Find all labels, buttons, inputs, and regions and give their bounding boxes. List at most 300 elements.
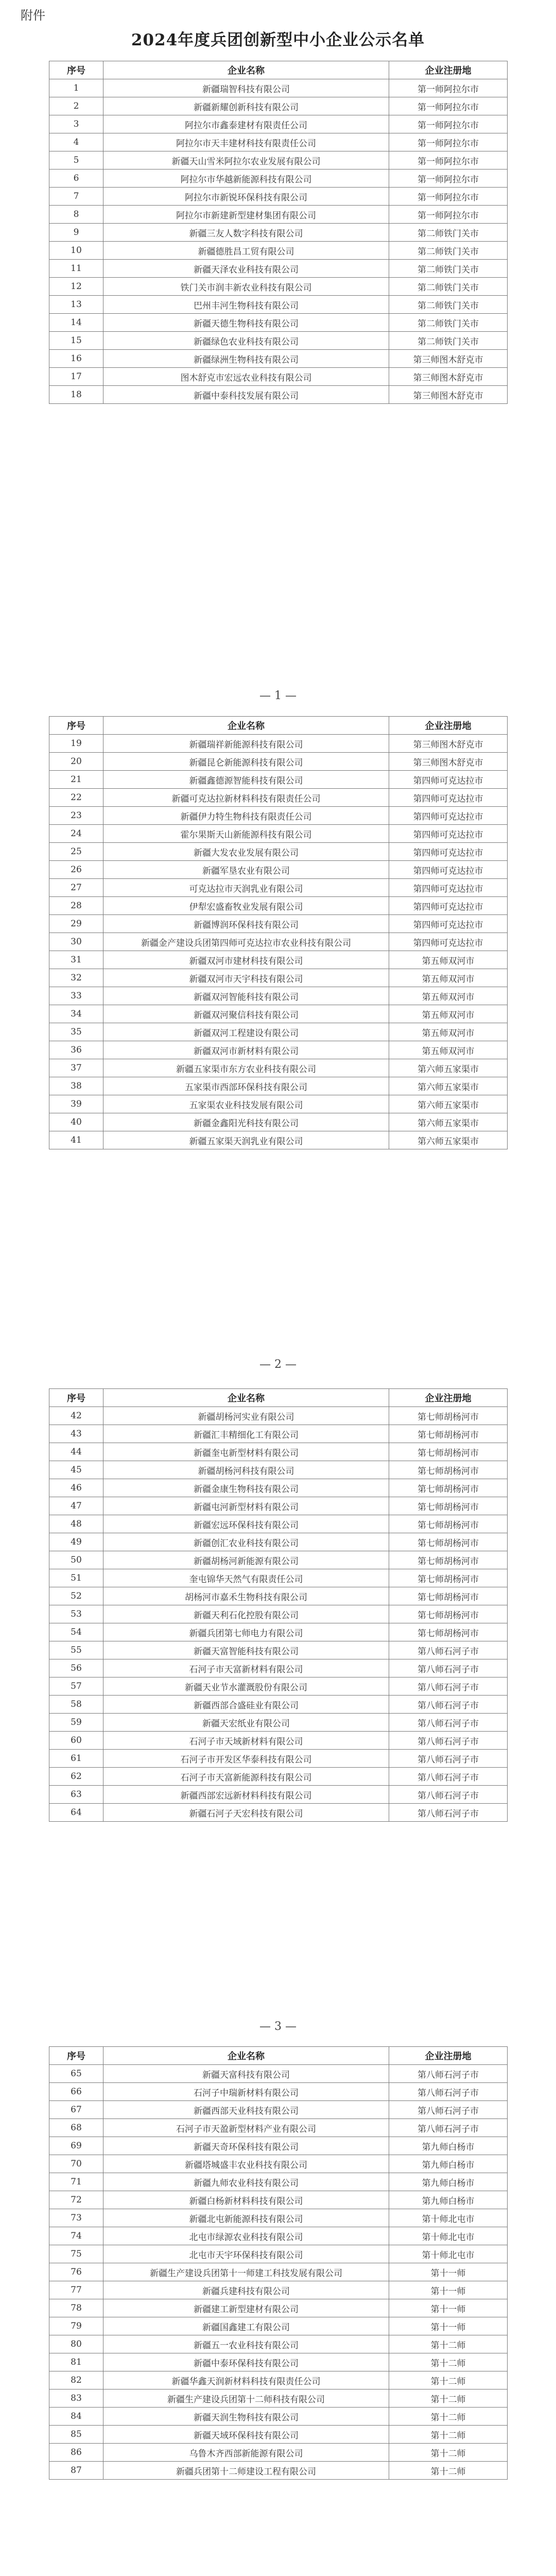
registration-place-cell: 第七师胡杨河市 <box>389 1479 508 1497</box>
serial-cell: 44 <box>49 1443 103 1461</box>
table-row <box>49 2426 508 2444</box>
table-row <box>49 2281 508 2299</box>
table-row <box>49 2389 508 2408</box>
company-name-cell: 新疆胡杨河新能源有限公司 <box>103 1551 389 1569</box>
company-name-cell: 新疆天利石化控股有限公司 <box>103 1605 389 1623</box>
serial-cell: 31 <box>49 951 103 969</box>
registration-place-cell: 第十一师 <box>389 2317 508 2335</box>
company-name-cell: 新疆屯河新型材料有限公司 <box>103 1497 389 1515</box>
registration-place-cell: 第七师胡杨河市 <box>389 1569 508 1587</box>
serial-cell: 83 <box>49 2389 103 2408</box>
serial-cell: 36 <box>49 1041 103 1059</box>
header-registration-place: 企业注册地 <box>389 61 508 79</box>
company-name-cell: 新疆奎屯新型材料有限公司 <box>103 1443 389 1461</box>
header-serial: 序号 <box>49 717 103 735</box>
registration-place-cell: 第五师双河市 <box>389 1023 508 1041</box>
table-row <box>49 807 508 825</box>
table-row <box>49 951 508 969</box>
company-name-cell: 新疆天业节水灌溉股份有限公司 <box>103 1677 389 1696</box>
registration-place-cell: 第十一师 <box>389 2281 508 2299</box>
table-row <box>49 296 508 314</box>
serial-cell: 76 <box>49 2263 103 2281</box>
table-row <box>49 2119 508 2137</box>
serial-cell: 3 <box>49 115 103 133</box>
table-row <box>49 1587 508 1605</box>
table-header-row <box>49 1389 508 1407</box>
company-name-cell: 新疆双河市天宇科技有限公司 <box>103 969 389 987</box>
company-name-cell: 五家渠农业科技发展有限公司 <box>103 1095 389 1113</box>
serial-cell: 28 <box>49 897 103 915</box>
serial-cell: 20 <box>49 753 103 771</box>
table-row <box>49 969 508 987</box>
serial-cell: 30 <box>49 933 103 951</box>
page-number: — 1 — <box>259 689 297 702</box>
company-name-cell: 新疆北屯新能源科技有限公司 <box>103 2209 389 2227</box>
company-name-cell: 新疆中泰科技发展有限公司 <box>103 386 389 404</box>
company-name-cell: 乌鲁木齐西部新能源有限公司 <box>103 2444 389 2462</box>
serial-cell: 41 <box>49 1131 103 1149</box>
registration-place-cell: 第十二师 <box>389 2353 508 2371</box>
table-row <box>49 1804 508 1822</box>
table-row <box>49 350 508 368</box>
table-row <box>49 771 508 789</box>
table-row <box>49 79 508 97</box>
table-row <box>49 1786 508 1804</box>
serial-cell: 12 <box>49 278 103 296</box>
registration-place-cell: 第七师胡杨河市 <box>389 1623 508 1641</box>
registration-place-cell: 第六师五家渠市 <box>389 1077 508 1095</box>
table-row <box>49 1023 508 1041</box>
table-row <box>49 2299 508 2317</box>
registration-place-cell: 第八师石河子市 <box>389 1732 508 1750</box>
serial-cell: 10 <box>49 242 103 260</box>
table-header-row <box>49 2047 508 2065</box>
serial-cell: 24 <box>49 825 103 843</box>
company-name-cell: 新疆金鑫阳光科技有限公司 <box>103 1113 389 1131</box>
table-row <box>49 897 508 915</box>
company-name-cell: 阿拉尔市鑫泰建材有限责任公司 <box>103 115 389 133</box>
company-name-cell: 新疆西部合盛硅业有限公司 <box>103 1696 389 1714</box>
table-row <box>49 2317 508 2335</box>
registration-place-cell: 第四师可克达拉市 <box>389 789 508 807</box>
registration-place-cell: 第四师可克达拉市 <box>389 897 508 915</box>
registration-place-cell: 第六师五家渠市 <box>389 1131 508 1149</box>
document-title: 2024年度兵团创新型中小企业公示名单 <box>131 31 425 49</box>
company-name-cell: 新疆鑫德源智能科技有限公司 <box>103 771 389 789</box>
table-row <box>49 2065 508 2083</box>
registration-place-cell: 第二师铁门关市 <box>389 278 508 296</box>
table-row <box>49 1623 508 1641</box>
page-number: — 3 — <box>259 2020 297 2033</box>
table-row <box>49 1551 508 1569</box>
registration-place-cell: 第七师胡杨河市 <box>389 1497 508 1515</box>
table-row <box>49 1750 508 1768</box>
table-row <box>49 933 508 951</box>
header-registration-place: 企业注册地 <box>389 2047 508 2065</box>
registration-place-cell: 第八师石河子市 <box>389 2101 508 2119</box>
table-row <box>49 1605 508 1623</box>
header-company-name: 企业名称 <box>103 2047 389 2065</box>
company-name-cell: 霍尔果斯天山新能源科技有限公司 <box>103 825 389 843</box>
company-name-cell: 伊犁宏盛畜牧业发展有限公司 <box>103 897 389 915</box>
registration-place-cell: 第八师石河子市 <box>389 2083 508 2101</box>
page-number: — 2 — <box>259 1358 297 1371</box>
company-name-cell: 巴州丰河生物科技有限公司 <box>103 296 389 314</box>
company-name-cell: 新疆兵建科技有限公司 <box>103 2281 389 2299</box>
registration-place-cell: 第一师阿拉尔市 <box>389 133 508 151</box>
serial-cell: 84 <box>49 2408 103 2426</box>
company-name-cell: 新疆双河市新材料有限公司 <box>103 1041 389 1059</box>
company-name-cell: 图木舒克市宏远农业科技有限公司 <box>103 368 389 386</box>
registration-place-cell: 第一师阿拉尔市 <box>389 79 508 97</box>
serial-cell: 78 <box>49 2299 103 2317</box>
serial-cell: 1 <box>49 79 103 97</box>
table-row <box>49 753 508 771</box>
registration-place-cell: 第八师石河子市 <box>389 2065 508 2083</box>
company-name-cell: 新疆西部宏远新材料科技有限公司 <box>103 1786 389 1804</box>
registration-place-cell: 第七师胡杨河市 <box>389 1515 508 1533</box>
table-row <box>49 1005 508 1023</box>
registration-place-cell: 第四师可克达拉市 <box>389 915 508 933</box>
header-company-name: 企业名称 <box>103 1389 389 1407</box>
registration-place-cell: 第二师铁门关市 <box>389 296 508 314</box>
serial-cell: 87 <box>49 2462 103 2480</box>
registration-place-cell: 第四师可克达拉市 <box>389 843 508 861</box>
table-row <box>49 2155 508 2173</box>
table-row <box>49 151 508 170</box>
company-name-cell: 新疆白杨新材料科技有限公司 <box>103 2191 389 2209</box>
registration-place-cell: 第十二师 <box>389 2389 508 2408</box>
company-name-cell: 新疆兵团第七师电力有限公司 <box>103 1623 389 1641</box>
table-header-row <box>49 717 508 735</box>
table-row <box>49 170 508 188</box>
company-name-cell: 新疆五家渠天润乳业有限公司 <box>103 1131 389 1149</box>
serial-cell: 70 <box>49 2155 103 2173</box>
registration-place-cell: 第三师图木舒克市 <box>389 753 508 771</box>
company-name-cell: 新疆军垦农业有限公司 <box>103 861 389 879</box>
table-row <box>49 2408 508 2426</box>
serial-cell: 75 <box>49 2245 103 2263</box>
table-row <box>49 1443 508 1461</box>
serial-cell: 43 <box>49 1425 103 1443</box>
serial-cell: 37 <box>49 1059 103 1077</box>
serial-cell: 49 <box>49 1533 103 1551</box>
registration-place-cell: 第八师石河子市 <box>389 1786 508 1804</box>
company-name-cell: 石河子市天富新能源科技有限公司 <box>103 1768 389 1786</box>
table-row <box>49 368 508 386</box>
company-name-cell: 新疆兵团第十二师建设工程有限公司 <box>103 2462 389 2480</box>
company-name-cell: 新疆瑞智科技有限公司 <box>103 79 389 97</box>
table-row <box>49 2083 508 2101</box>
serial-cell: 48 <box>49 1515 103 1533</box>
company-name-cell: 新疆天奇环保科技有限公司 <box>103 2137 389 2155</box>
company-name-cell: 新疆九师农业科技有限公司 <box>103 2173 389 2191</box>
company-name-cell: 新疆绿色农业科技有限公司 <box>103 332 389 350</box>
company-name-cell: 新疆金康生物科技有限公司 <box>103 1479 389 1497</box>
serial-cell: 58 <box>49 1696 103 1714</box>
serial-cell: 57 <box>49 1677 103 1696</box>
header-company-name: 企业名称 <box>103 61 389 79</box>
header-serial: 序号 <box>49 61 103 79</box>
registration-place-cell: 第四师可克达拉市 <box>389 861 508 879</box>
registration-place-cell: 第三师图木舒克市 <box>389 735 508 753</box>
table-row <box>49 1077 508 1095</box>
registration-place-cell: 第五师双河市 <box>389 969 508 987</box>
company-name-cell: 新疆西部天业科技有限公司 <box>103 2101 389 2119</box>
company-name-cell: 可克达拉市天润乳业有限公司 <box>103 879 389 897</box>
company-name-cell: 新疆建工新型建材有限公司 <box>103 2299 389 2317</box>
company-name-cell: 新疆天德生物科技有限公司 <box>103 314 389 332</box>
serial-cell: 15 <box>49 332 103 350</box>
table-row <box>49 206 508 224</box>
serial-cell: 6 <box>49 170 103 188</box>
company-name-cell: 新疆天润生物科技有限公司 <box>103 2408 389 2426</box>
company-name-cell: 新疆博润环保科技有限公司 <box>103 915 389 933</box>
list-page-3 <box>49 1388 507 1822</box>
header-registration-place: 企业注册地 <box>389 1389 508 1407</box>
table-row <box>49 2173 508 2191</box>
company-table <box>49 61 508 404</box>
registration-place-cell: 第十二师 <box>389 2462 508 2480</box>
registration-place-cell: 第七师胡杨河市 <box>389 1533 508 1551</box>
table-row <box>49 1131 508 1149</box>
company-name-cell: 新疆宏远环保科技有限公司 <box>103 1515 389 1533</box>
serial-cell: 34 <box>49 1005 103 1023</box>
table-header-row <box>49 61 508 79</box>
company-table <box>49 716 508 1149</box>
table-row <box>49 789 508 807</box>
company-name-cell: 铁门关市润丰新农业科技有限公司 <box>103 278 389 296</box>
company-name-cell: 新疆生产建设兵团第十一师建工科技发展有限公司 <box>103 2263 389 2281</box>
company-name-cell: 石河子市天域新材料有限公司 <box>103 1732 389 1750</box>
company-name-cell: 新疆天域环保科技有限公司 <box>103 2426 389 2444</box>
company-name-cell: 奎屯锦华天然气有限责任公司 <box>103 1569 389 1587</box>
serial-cell: 81 <box>49 2353 103 2371</box>
serial-cell: 26 <box>49 861 103 879</box>
table-row <box>49 260 508 278</box>
table-row <box>49 1479 508 1497</box>
company-name-cell: 新疆双河智能科技有限公司 <box>103 987 389 1005</box>
serial-cell: 71 <box>49 2173 103 2191</box>
company-name-cell: 新疆五家渠市东方农业科技有限公司 <box>103 1059 389 1077</box>
serial-cell: 42 <box>49 1407 103 1425</box>
company-name-cell: 新疆三友人数字科技有限公司 <box>103 224 389 242</box>
serial-cell: 68 <box>49 2119 103 2137</box>
serial-cell: 23 <box>49 807 103 825</box>
serial-cell: 5 <box>49 151 103 170</box>
serial-cell: 8 <box>49 206 103 224</box>
registration-place-cell: 第三师图木舒克市 <box>389 350 508 368</box>
company-name-cell: 胡杨河市嘉禾生物科技有限公司 <box>103 1587 389 1605</box>
serial-cell: 2 <box>49 97 103 115</box>
table-row <box>49 1714 508 1732</box>
registration-place-cell: 第四师可克达拉市 <box>389 933 508 951</box>
table-row <box>49 1515 508 1533</box>
registration-place-cell: 第一师阿拉尔市 <box>389 151 508 170</box>
registration-place-cell: 第七师胡杨河市 <box>389 1461 508 1479</box>
serial-cell: 63 <box>49 1786 103 1804</box>
registration-place-cell: 第七师胡杨河市 <box>389 1407 508 1425</box>
registration-place-cell: 第三师图木舒克市 <box>389 386 508 404</box>
table-row <box>49 188 508 206</box>
serial-cell: 79 <box>49 2317 103 2335</box>
table-row <box>49 2137 508 2155</box>
serial-cell: 60 <box>49 1732 103 1750</box>
serial-cell: 21 <box>49 771 103 789</box>
serial-cell: 54 <box>49 1623 103 1641</box>
table-row <box>49 386 508 404</box>
company-name-cell: 新疆生产建设兵团第十二师科技有限公司 <box>103 2389 389 2408</box>
serial-cell: 35 <box>49 1023 103 1041</box>
registration-place-cell: 第五师双河市 <box>389 987 508 1005</box>
registration-place-cell: 第八师石河子市 <box>389 1641 508 1659</box>
serial-cell: 38 <box>49 1077 103 1095</box>
serial-cell: 73 <box>49 2209 103 2227</box>
serial-cell: 45 <box>49 1461 103 1479</box>
company-table <box>49 1388 508 1822</box>
serial-cell: 74 <box>49 2227 103 2245</box>
table-row <box>49 2101 508 2119</box>
table-row <box>49 1677 508 1696</box>
registration-place-cell: 第一师阿拉尔市 <box>389 206 508 224</box>
registration-place-cell: 第九师白杨市 <box>389 2155 508 2173</box>
registration-place-cell: 第十一师 <box>389 2263 508 2281</box>
registration-place-cell: 第八师石河子市 <box>389 2119 508 2137</box>
registration-place-cell: 第六师五家渠市 <box>389 1059 508 1077</box>
table-row <box>49 2335 508 2353</box>
serial-cell: 32 <box>49 969 103 987</box>
registration-place-cell: 第三师图木舒克市 <box>389 368 508 386</box>
serial-cell: 50 <box>49 1551 103 1569</box>
registration-place-cell: 第七师胡杨河市 <box>389 1551 508 1569</box>
company-name-cell: 北屯市天宇环保科技有限公司 <box>103 2245 389 2263</box>
registration-place-cell: 第五师双河市 <box>389 1005 508 1023</box>
header-registration-place: 企业注册地 <box>389 717 508 735</box>
registration-place-cell: 第六师五家渠市 <box>389 1095 508 1113</box>
company-name-cell: 石河子市天富新材料有限公司 <box>103 1659 389 1677</box>
company-name-cell: 新疆金产建设兵团第四师可克达拉市农业科技有限公司 <box>103 933 389 951</box>
company-name-cell: 新疆国鑫建工有限公司 <box>103 2317 389 2335</box>
company-name-cell: 新疆天富智能科技有限公司 <box>103 1641 389 1659</box>
table-row <box>49 2227 508 2245</box>
registration-place-cell: 第七师胡杨河市 <box>389 1605 508 1623</box>
table-row <box>49 242 508 260</box>
company-table <box>49 2046 508 2480</box>
company-name-cell: 新疆五一农业科技有限公司 <box>103 2335 389 2353</box>
company-name-cell: 阿拉尔市新锐环保科技有限公司 <box>103 188 389 206</box>
list-page-4 <box>49 2046 507 2480</box>
table-row <box>49 1425 508 1443</box>
company-name-cell: 五家渠市西部环保科技有限公司 <box>103 1077 389 1095</box>
serial-cell: 18 <box>49 386 103 404</box>
serial-cell: 80 <box>49 2335 103 2353</box>
serial-cell: 40 <box>49 1113 103 1131</box>
serial-cell: 66 <box>49 2083 103 2101</box>
table-row <box>49 1095 508 1113</box>
company-name-cell: 新疆石河子天宏科技有限公司 <box>103 1804 389 1822</box>
company-name-cell: 新疆大发农业发展有限公司 <box>103 843 389 861</box>
serial-cell: 69 <box>49 2137 103 2155</box>
table-row <box>49 1407 508 1425</box>
registration-place-cell: 第二师铁门关市 <box>389 242 508 260</box>
serial-cell: 13 <box>49 296 103 314</box>
registration-place-cell: 第八师石河子市 <box>389 1677 508 1696</box>
table-row <box>49 1659 508 1677</box>
list-page-1 <box>49 61 507 404</box>
registration-place-cell: 第二师铁门关市 <box>389 332 508 350</box>
registration-place-cell: 第五师双河市 <box>389 1041 508 1059</box>
table-row <box>49 278 508 296</box>
registration-place-cell: 第一师阿拉尔市 <box>389 97 508 115</box>
registration-place-cell: 第八师石河子市 <box>389 1750 508 1768</box>
serial-cell: 59 <box>49 1714 103 1732</box>
serial-cell: 39 <box>49 1095 103 1113</box>
serial-cell: 53 <box>49 1605 103 1623</box>
registration-place-cell: 第八师石河子市 <box>389 1696 508 1714</box>
table-row <box>49 1059 508 1077</box>
company-name-cell: 新疆双河市建材科技有限公司 <box>103 951 389 969</box>
company-name-cell: 北屯市绿源农业科技有限公司 <box>103 2227 389 2245</box>
company-name-cell: 新疆伊力特生物科技有限责任公司 <box>103 807 389 825</box>
company-name-cell: 阿拉尔市华越新能源科技有限公司 <box>103 170 389 188</box>
serial-cell: 16 <box>49 350 103 368</box>
registration-place-cell: 第二师铁门关市 <box>389 260 508 278</box>
table-row <box>49 1732 508 1750</box>
table-row <box>49 825 508 843</box>
registration-place-cell: 第二师铁门关市 <box>389 314 508 332</box>
registration-place-cell: 第十二师 <box>389 2408 508 2426</box>
table-row <box>49 133 508 151</box>
serial-cell: 85 <box>49 2426 103 2444</box>
serial-cell: 9 <box>49 224 103 242</box>
company-name-cell: 新疆汇丰精细化工有限公司 <box>103 1425 389 1443</box>
serial-cell: 51 <box>49 1569 103 1587</box>
serial-cell: 11 <box>49 260 103 278</box>
serial-cell: 46 <box>49 1479 103 1497</box>
table-row <box>49 915 508 933</box>
table-row <box>49 1641 508 1659</box>
company-name-cell: 阿拉尔市天丰建材科技有限责任公司 <box>103 133 389 151</box>
serial-cell: 82 <box>49 2371 103 2389</box>
company-name-cell: 新疆德胜昌工贸有限公司 <box>103 242 389 260</box>
table-row <box>49 843 508 861</box>
registration-place-cell: 第九师白杨市 <box>389 2173 508 2191</box>
company-name-cell: 新疆天富科技有限公司 <box>103 2065 389 2083</box>
registration-place-cell: 第九师白杨市 <box>389 2137 508 2155</box>
serial-cell: 67 <box>49 2101 103 2119</box>
table-row <box>49 2263 508 2281</box>
company-name-cell: 新疆瑞祥新能源科技有限公司 <box>103 735 389 753</box>
table-row <box>49 1113 508 1131</box>
company-name-cell: 石河子市开发区华泰科技有限公司 <box>103 1750 389 1768</box>
table-row <box>49 735 508 753</box>
registration-place-cell: 第十二师 <box>389 2371 508 2389</box>
table-row <box>49 1696 508 1714</box>
company-name-cell: 新疆华鑫天润新材料科技有限责任公司 <box>103 2371 389 2389</box>
serial-cell: 77 <box>49 2281 103 2299</box>
registration-place-cell: 第七师胡杨河市 <box>389 1443 508 1461</box>
registration-place-cell: 第十二师 <box>389 2426 508 2444</box>
serial-cell: 52 <box>49 1587 103 1605</box>
serial-cell: 27 <box>49 879 103 897</box>
company-name-cell: 新疆双河聚信科技有限公司 <box>103 1005 389 1023</box>
header-serial: 序号 <box>49 2047 103 2065</box>
registration-place-cell: 第七师胡杨河市 <box>389 1425 508 1443</box>
serial-cell: 56 <box>49 1659 103 1677</box>
serial-cell: 55 <box>49 1641 103 1659</box>
company-name-cell: 新疆天山雪米阿拉尔农业发展有限公司 <box>103 151 389 170</box>
registration-place-cell: 第八师石河子市 <box>389 1804 508 1822</box>
